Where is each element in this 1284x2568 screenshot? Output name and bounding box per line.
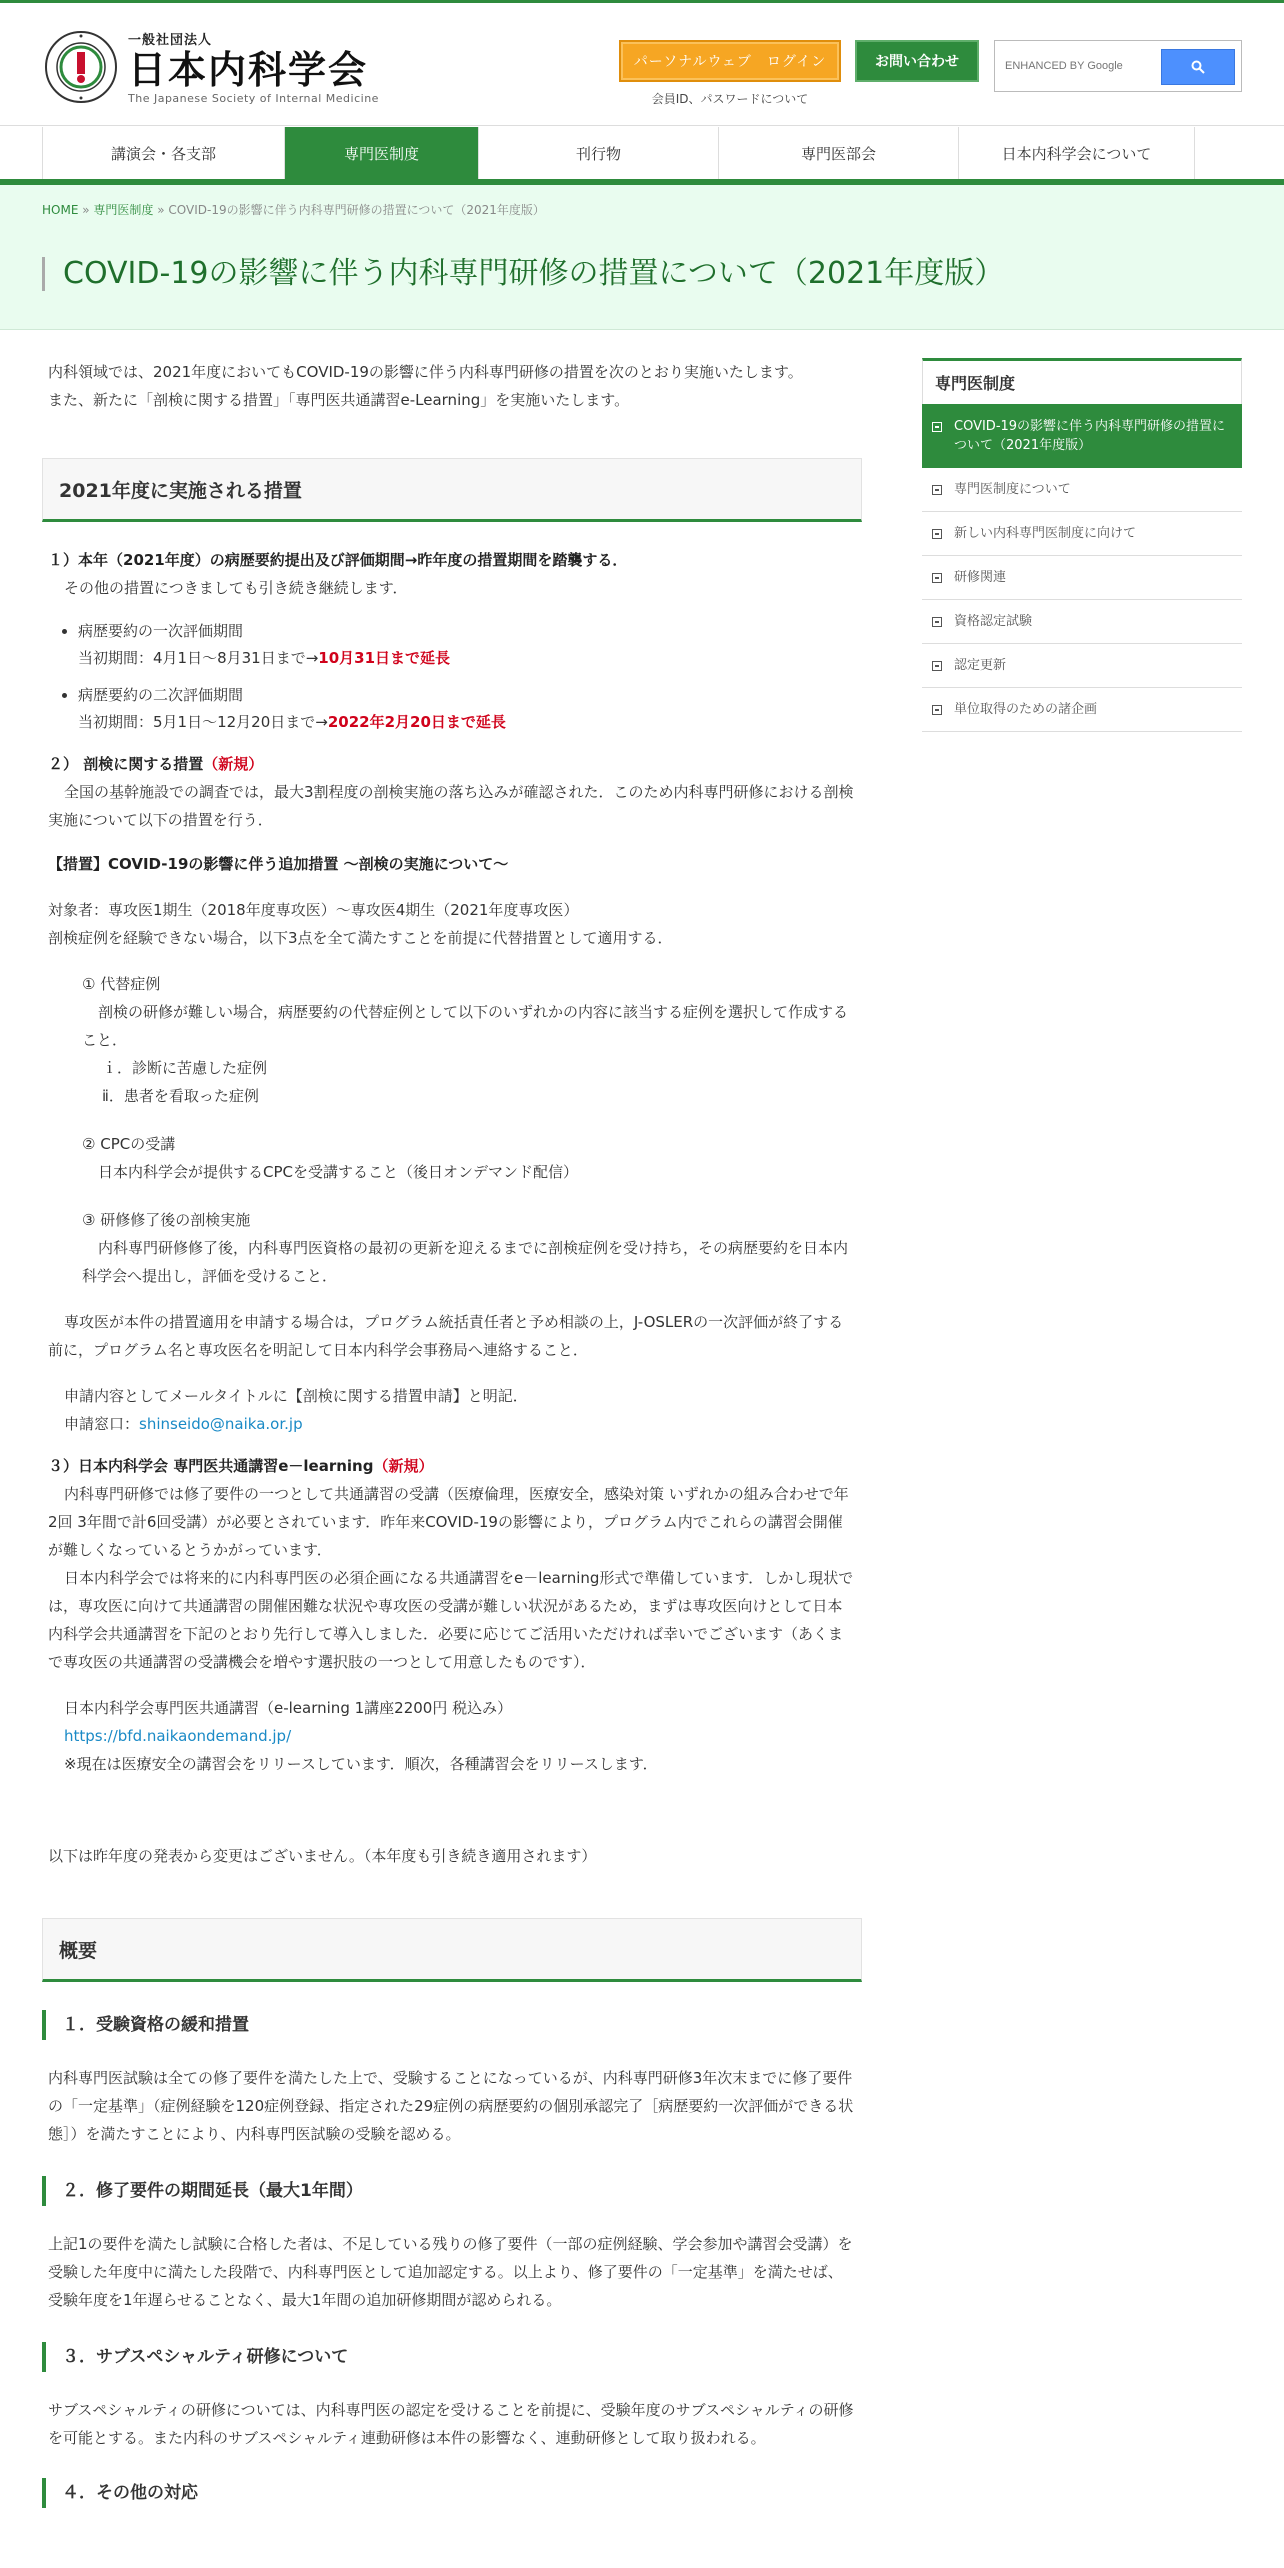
bullet2-text: 当初期間：5月1日～12月20日まで→ [78,713,328,731]
sidebar-item-label: 専門医制度について [954,482,1071,497]
sidebar-item-credit-programs[interactable] [922,688,1242,732]
sidebar-item-label: 研修関連 [954,570,1007,585]
sidebar-item-label: 認定更新 [954,658,1007,673]
item3-title: ３）日本内科学会 専門医共通講習e－learning [48,1457,374,1475]
item2-text: 全国の基幹施設での調査では，最大3割程度の剖検実施の落ち込みが確認された．このため内科専門研修における剖検実施について以下の措置を行う． [48,783,854,829]
sidebar-item-label: COVID-19の影響に伴う内科専門研修の措置について（2021年度版） [954,419,1226,453]
mail-title-note: 申請内容としてメールタイトルに【剖検に関する措置申請】と明記． [64,1387,528,1405]
bullet1-text: 当初期間：4月1日～8月31日まで→ [78,649,319,667]
target-line: 対象者：専攻医1期生（2018年度専攻医）～専攻医4期生（2021年度専攻医） [48,901,579,919]
option3-text: 内科専門研修修了後，内科専門医資格の最初の更新を迎えるまでに剖検症例を受け持ち，その病歴要約を日本内科学会へ提出し，評価を受けること． [82,1239,849,1285]
page-title-band [0,185,1284,330]
list-item [78,618,856,672]
site-header [0,3,1284,125]
bullet2-label: 病歴要約の二次評価期間 [78,686,244,704]
target-condition: 剖検症例を経験できない場合，以下3点を全て満たすことを前提に代替措置として適用する． [48,929,673,947]
nav-item-lectures[interactable]: 講演会・各支部 [43,127,285,179]
section-heading-2021: 2021年度に実施される措置 [42,458,862,522]
bullet2-extension: 2022年2月20日まで延長 [327,713,506,731]
elearning-note: ※現在は医療安全の講習会をリリースしています．順次，各種講習会をリリースします． [64,1755,658,1773]
breadcrumb [42,201,545,218]
main-content [42,358,862,2508]
intro-line-2: また、新たに「剖検に関する措置」「専門医共通講習e-Learning」を実施いたします。 [48,391,630,409]
list-bullet-icon [932,661,942,671]
breadcrumb-current: COVID-19の影響に伴う内科専門研修の措置について（2021年度版） [168,203,545,217]
application-email-link[interactable]: shinseido@naika.or.jp [139,1415,303,1433]
sidebar-item-new-system[interactable] [922,512,1242,556]
new-tag: （新規） [373,1457,434,1475]
sidebar-item-covid-measures[interactable] [922,404,1242,468]
item1-title: １）本年（2021年度）の病歴要約提出及び評価期間→昨年度の措置期間を踏襲する． [48,551,628,569]
new-tag: （新規） [203,755,264,773]
item3-paragraph-1: 内科専門研修では修了要件の一つとして共通講習の受講（医療倫理，医療安全，感染対策 いずれかの組み合わせで年2回 3年間で計6回受講）が必要とされています．昨年来COVID-19の影響により，プログラム内でこれらの講習会開催が難しくなっているとうかがっています． [48,1485,849,1559]
option1-title: ① 代替症例 [82,975,161,993]
item3-paragraph-2: 日本内科学会では将来的に内科専門医の必須企画になる共通講習をe－learning形式で準備しています．しかし現状では，専攻医に向けて共通講習の開催困難な状況や専攻医の受講が難しい状況があるため，まずは専攻医向けとして日本内科学会共通講習を下記のとおり先行して導入しました．必要に応じてご活用いただければ幸いでございます（あくまで専攻医の共通講習の受講機会を増やす選択肢の一つとして用意したものです）． [48,1569,854,1671]
search-button[interactable] [1161,49,1235,85]
subsection-2-text: 上記1の要件を満たし試験に合格した者は、不足している残りの修了要件（一部の症例経験、学会参加や講習会受講）を受験した年度中に満たした段階で、内科専門医として追加認定する。以上より、修了要件の「一定基準」を満たせば、受験年度を1年遅らせることなく、最大1年間の追加研修期間が認められる。 [48,2235,853,2309]
sidebar-item-label: 単位取得のための諸企画 [954,702,1098,717]
list-bullet-icon [932,422,942,432]
list-bullet-icon [932,617,942,627]
nav-item-about[interactable]: 日本内科学会について [959,127,1195,179]
evaluation-period-list [48,618,856,736]
option1-text: 剖検の研修が難しい場合，病歴要約の代替症例として以下のいずれかの内容に該当する症例を選択して作成すること． [82,1003,849,1049]
option2-title: ② CPCの受講 [82,1135,176,1153]
main-nav [0,125,1284,183]
item1-text: その他の措置につきましても引き続き継続します． [64,579,408,597]
org-name: 日本内科学会 [128,48,369,92]
sidebar-heading: 専門医制度 [922,358,1242,404]
list-item [78,682,856,736]
option1-case-ii: ⅱ．患者を看取った症例 [102,1087,259,1105]
sidebar-item-exam[interactable] [922,600,1242,644]
org-type: 一般社団法人 [128,33,213,48]
section-heading-overview: 概要 [42,1918,862,1982]
sidebar [922,358,1242,732]
page-title: COVID-19の影響に伴う内科専門研修の措置について（2021年度版） [42,257,1004,291]
sidebar-item-renewal[interactable] [922,644,1242,688]
option3-title: ③ 研修修了後の剖検実施 [82,1211,251,1229]
option2-text: 日本内科学会が提供するCPCを受講すること（後日オンデマンド配信） [98,1163,578,1181]
nav-item-publications[interactable]: 刊行物 [479,127,719,179]
subheading-1: １．受験資格の緩和措置 [42,2010,862,2040]
sidebar-item-about-system[interactable] [922,468,1242,512]
contact-button[interactable]: お問い合わせ [855,40,979,82]
sidebar-item-label: 資格認定試験 [954,614,1033,629]
list-bullet-icon [932,573,942,583]
list-bullet-icon [932,485,942,495]
item2-title: ２） 剖検に関する措置 [48,755,204,773]
society-seal-icon [44,30,118,104]
bullet1-label: 病歴要約の一次評価期間 [78,622,244,640]
org-name-en: The Japanese Society of Internal Medicine [128,92,379,105]
search-input[interactable] [1005,51,1165,81]
breadcrumb-sep: » [153,203,169,217]
elearning-course-name: 日本内科学会専門医共通講習（e-learning 1講座2200円 税込み） [64,1699,513,1717]
elearning-url-link[interactable]: https://bfd.naikaondemand.jp/ [64,1727,292,1745]
subsection-3-text: サブスペシャルティの研修については、内科専門医の認定を受けることを前提に、受験年度のサブスペシャルティの研修を可能とする。また内科のサブスペシャルティ連動研修は本件の影響なく、連動研修として取り扱われる。 [48,2401,854,2447]
mail-label: 申請窓口： [64,1415,140,1433]
list-bullet-icon [932,705,942,715]
search-icon [1191,60,1205,74]
intro-line-1: 内科領域では、2021年度においてもCOVID-19の影響に伴う内科専門研修の措置を次のとおり実施いたします。 [48,363,803,381]
personal-web-login-button[interactable]: パーソナルウェブ ログイン [619,40,841,82]
previous-year-note: 以下は昨年度の発表から変更はございません。（本年度も引き続き適用されます） [48,1847,597,1865]
subheading-4: ４．その他の対応 [42,2478,862,2508]
breadcrumb-parent[interactable]: 専門医制度 [93,203,154,217]
login-help-link[interactable]: 会員ID、パスワードについて [651,92,809,106]
breadcrumb-home[interactable]: HOME [42,203,79,217]
site-search [994,40,1242,92]
breadcrumb-sep: » [78,203,94,217]
sidebar-item-training[interactable] [922,556,1242,600]
subsection-1-text: 内科専門医試験は全ての修了要件を満たした上で、受験することになっているが、内科専門研修3年次末までに修了要件の「一定基準」（症例経験を120症例登録、指定された29症例の病歴要約の個別承認完了［病歴要約一次評価ができる状態］）を満たすことにより、内科専門医試験の受験を認める。 [48,2069,854,2143]
site-logo[interactable] [44,29,379,105]
sidebar-item-label: 新しい内科専門医制度に向けて [954,526,1137,541]
bullet1-extension: 10月31日まで延長 [318,649,451,667]
subheading-2: ２．修了要件の期間延長（最大1年間） [42,2176,862,2206]
nav-item-specialist-division[interactable]: 専門医部会 [719,127,959,179]
option1-case-i: ｉ．診断に苦慮した症例 [102,1059,268,1077]
measure-title: 【措置】COVID-19の影響に伴う追加措置 ～剖検の実施について～ [48,855,509,873]
subheading-3: ３．サブスペシャルティ研修について [42,2342,862,2372]
apply-text: 専攻医が本件の措置適用を申請する場合は，プログラム統括責任者と予め相談の上，J-OSLERの一次評価が終了する前に，プログラム名と専攻医名を明記して日本内科学会事務局へ連絡すること． [48,1313,844,1359]
nav-item-specialist-system[interactable]: 専門医制度 [285,127,479,179]
list-bullet-icon [932,529,942,539]
